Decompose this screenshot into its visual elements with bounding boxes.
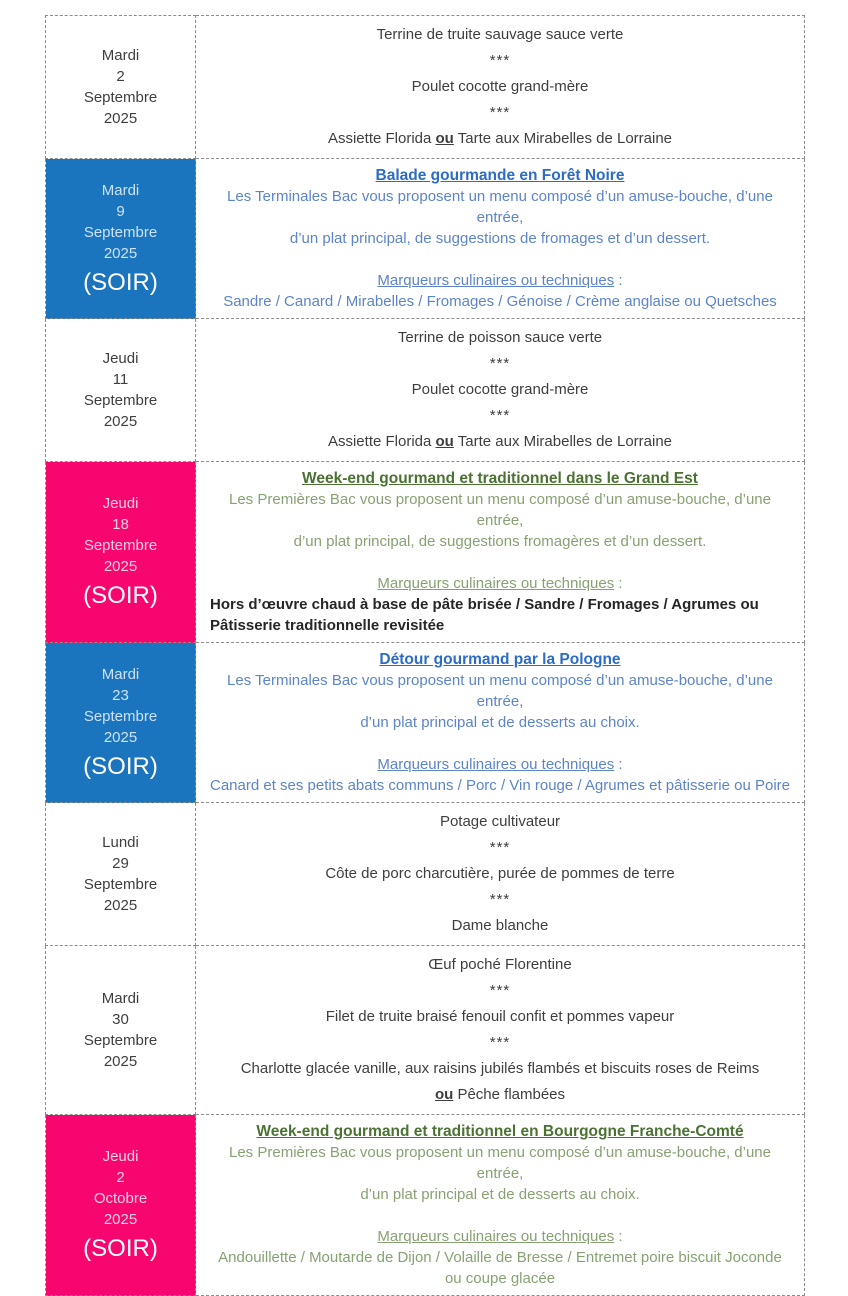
date-line: 2	[116, 1169, 125, 1186]
dish-line: Poulet cocotte grand-mère	[411, 78, 589, 95]
table-row	[46, 803, 805, 946]
date-line: 29	[112, 855, 129, 872]
table-row	[46, 16, 805, 159]
date-line: Jeudi	[102, 350, 139, 367]
markers-line: Hors d’œuvre chaud à base de pâte brisée / Sandre / Fromages / Agrumes ou Pâtisserie traditionnelle revisitée	[210, 596, 759, 634]
theme-title: Détour gourmand par la Pologne	[379, 651, 621, 668]
menu-cell	[196, 803, 805, 946]
theme-title: Week-end gourmand et traditionnel en Bourgogne Franche-Comté	[256, 1123, 744, 1140]
course-separator: ***	[489, 891, 511, 908]
date-line: Septembre	[83, 876, 158, 893]
blank-spacer	[210, 552, 790, 573]
table-row	[46, 946, 805, 1115]
blank-spacer	[210, 1205, 790, 1226]
date-line: Mardi	[101, 181, 140, 199]
course-separator: ***	[489, 982, 511, 999]
markers-line: Andouillette / Moutarde de Dijon / Volaille de Bresse / Entremet poire biscuit Joconde ou coupe glacée	[218, 1249, 782, 1287]
markers-heading-colon: :	[614, 272, 623, 289]
date-line: Lundi	[102, 834, 139, 851]
soir-label: (SOIR)	[83, 1235, 158, 1262]
dish-line: Filet de truite braisé fenouil confit et pommes vapeur	[325, 1008, 675, 1025]
menu-table	[45, 15, 805, 1296]
date-cell	[46, 643, 196, 803]
date-line: Septembre	[83, 89, 158, 106]
dish-line: Côte de porc charcutière, purée de pommes de terre	[325, 865, 675, 882]
date-cell	[46, 1115, 196, 1296]
dish-line: Dame blanche	[451, 917, 549, 934]
markers-line: Sandre / Canard / Mirabelles / Fromages / Génoise / Crème anglaise ou Quetsches	[223, 293, 777, 310]
dish-line	[210, 126, 790, 152]
date-line: Septembre	[83, 707, 158, 725]
menu-cell	[196, 1115, 805, 1296]
table-row	[46, 462, 805, 643]
date-line: 30	[112, 1011, 129, 1028]
date-line: Mardi	[101, 47, 140, 64]
date-line: Jeudi	[102, 495, 139, 512]
menu-table-body	[46, 16, 805, 1296]
soir-label: (SOIR)	[83, 582, 158, 609]
course-separator: ***	[489, 104, 511, 121]
table-row	[46, 643, 805, 803]
date-line: Septembre	[83, 392, 158, 409]
theme-description-line: d’un plat principal et de desserts au choix.	[360, 1186, 640, 1203]
markers-heading	[210, 1226, 790, 1247]
date-line: 2025	[103, 897, 138, 914]
date-line: Jeudi	[102, 1148, 139, 1165]
date-line: 2025	[103, 728, 138, 746]
date-line: Septembre	[83, 223, 158, 241]
menu-cell	[196, 643, 805, 803]
date-cell	[46, 159, 196, 319]
date-line: Septembre	[83, 537, 158, 554]
blank-spacer	[210, 733, 790, 754]
soir-label: (SOIR)	[83, 752, 158, 780]
markers-heading-label: Marqueurs culinaires ou techniques	[377, 1228, 615, 1245]
dish-line: Terrine de truite sauvage sauce verte	[376, 26, 624, 43]
date-line: 18	[112, 516, 129, 533]
menu-cell	[196, 946, 805, 1115]
markers-heading	[210, 573, 790, 594]
markers-line: Canard et ses petits abats communs / Porc / Vin rouge / Agrumes et pâtisserie ou Poire	[210, 777, 791, 794]
date-line: Mardi	[101, 990, 140, 1007]
markers-heading-label: Marqueurs culinaires ou techniques	[377, 575, 615, 592]
markers-heading-label: Marqueurs culinaires ou techniques	[377, 272, 615, 289]
table-row	[46, 159, 805, 319]
theme-description-line: Les Terminales Bac vous proposent un menu composé d’un amuse-bouche, d’une entrée,	[227, 188, 773, 226]
menu-cell	[196, 319, 805, 462]
dish-text-after: Tarte aux Mirabelles de Lorraine	[453, 130, 673, 147]
theme-description-line: d’un plat principal, de suggestions fromagères et d’un dessert.	[293, 533, 707, 550]
course-separator: ***	[489, 839, 511, 856]
date-cell	[46, 462, 196, 643]
soir-label: (SOIR)	[83, 268, 158, 296]
course-separator: ***	[489, 52, 511, 69]
theme-description-line: Les Terminales Bac vous proposent un menu composé d’un amuse-bouche, d’une entrée,	[227, 672, 773, 710]
dish-text-before: Assiette Florida	[327, 433, 436, 450]
course-separator: ***	[489, 407, 511, 424]
dish-line: Potage cultivateur	[439, 813, 561, 830]
or-keyword: ou	[435, 130, 454, 147]
markers-heading-colon: :	[614, 575, 623, 592]
date-line: Octobre	[93, 1190, 148, 1207]
theme-description-line: Les Premières Bac vous proposent un menu composé d’un amuse-bouche, d’une entrée,	[229, 1144, 771, 1182]
dish-line	[210, 429, 790, 455]
theme-description-line: d’un plat principal, de suggestions de fromages et d’un dessert.	[289, 230, 711, 247]
date-line: Septembre	[83, 1032, 158, 1049]
theme-description-line: Les Premières Bac vous proposent un menu composé d’un amuse-bouche, d’une entrée,	[229, 491, 771, 529]
date-line: 2025	[103, 1053, 138, 1070]
date-line: 9	[116, 202, 125, 220]
theme-title: Week-end gourmand et traditionnel dans le Grand Est	[302, 470, 698, 487]
markers-heading	[210, 754, 790, 775]
dish-text-after: Pêche flambées	[453, 1086, 566, 1103]
menu-cell	[196, 16, 805, 159]
date-line: Mardi	[101, 665, 140, 683]
date-line: 2025	[103, 110, 138, 127]
markers-heading-colon: :	[614, 1228, 623, 1245]
date-line: 2025	[103, 244, 138, 262]
date-line: 2025	[103, 558, 138, 575]
dish-text-after: Tarte aux Mirabelles de Lorraine	[453, 433, 673, 450]
date-line: 2025	[103, 413, 138, 430]
menu-cell	[196, 159, 805, 319]
menu-cell	[196, 462, 805, 643]
table-row	[46, 319, 805, 462]
date-cell	[46, 16, 196, 159]
date-line: 2	[116, 68, 125, 85]
course-separator: ***	[489, 355, 511, 372]
course-separator: ***	[489, 1034, 511, 1051]
dish-line: Œuf poché Florentine	[428, 956, 572, 973]
date-cell	[46, 803, 196, 946]
theme-title: Balade gourmande en Forêt Noire	[375, 167, 625, 184]
or-keyword: ou	[435, 433, 454, 450]
dish-line: Poulet cocotte grand-mère	[411, 381, 589, 398]
dish-line: Terrine de poisson sauce verte	[397, 329, 603, 346]
date-cell	[46, 946, 196, 1115]
table-row	[46, 1115, 805, 1296]
date-cell	[46, 319, 196, 462]
date-line: 11	[112, 371, 129, 388]
markers-heading	[210, 270, 790, 291]
or-keyword: ou	[434, 1086, 454, 1103]
dish-line: Charlotte glacée vanille, aux raisins jubilés flambés et biscuits roses de Reims	[240, 1060, 760, 1077]
markers-heading-colon: :	[614, 756, 623, 773]
date-line: 23	[112, 686, 129, 704]
markers-heading-label: Marqueurs culinaires ou techniques	[377, 756, 615, 773]
dish-line	[210, 1082, 790, 1108]
date-line: 2025	[103, 1211, 138, 1228]
theme-description-line: d’un plat principal et de desserts au choix.	[360, 714, 640, 731]
blank-spacer	[210, 249, 790, 270]
dish-text-before: Assiette Florida	[327, 130, 436, 147]
